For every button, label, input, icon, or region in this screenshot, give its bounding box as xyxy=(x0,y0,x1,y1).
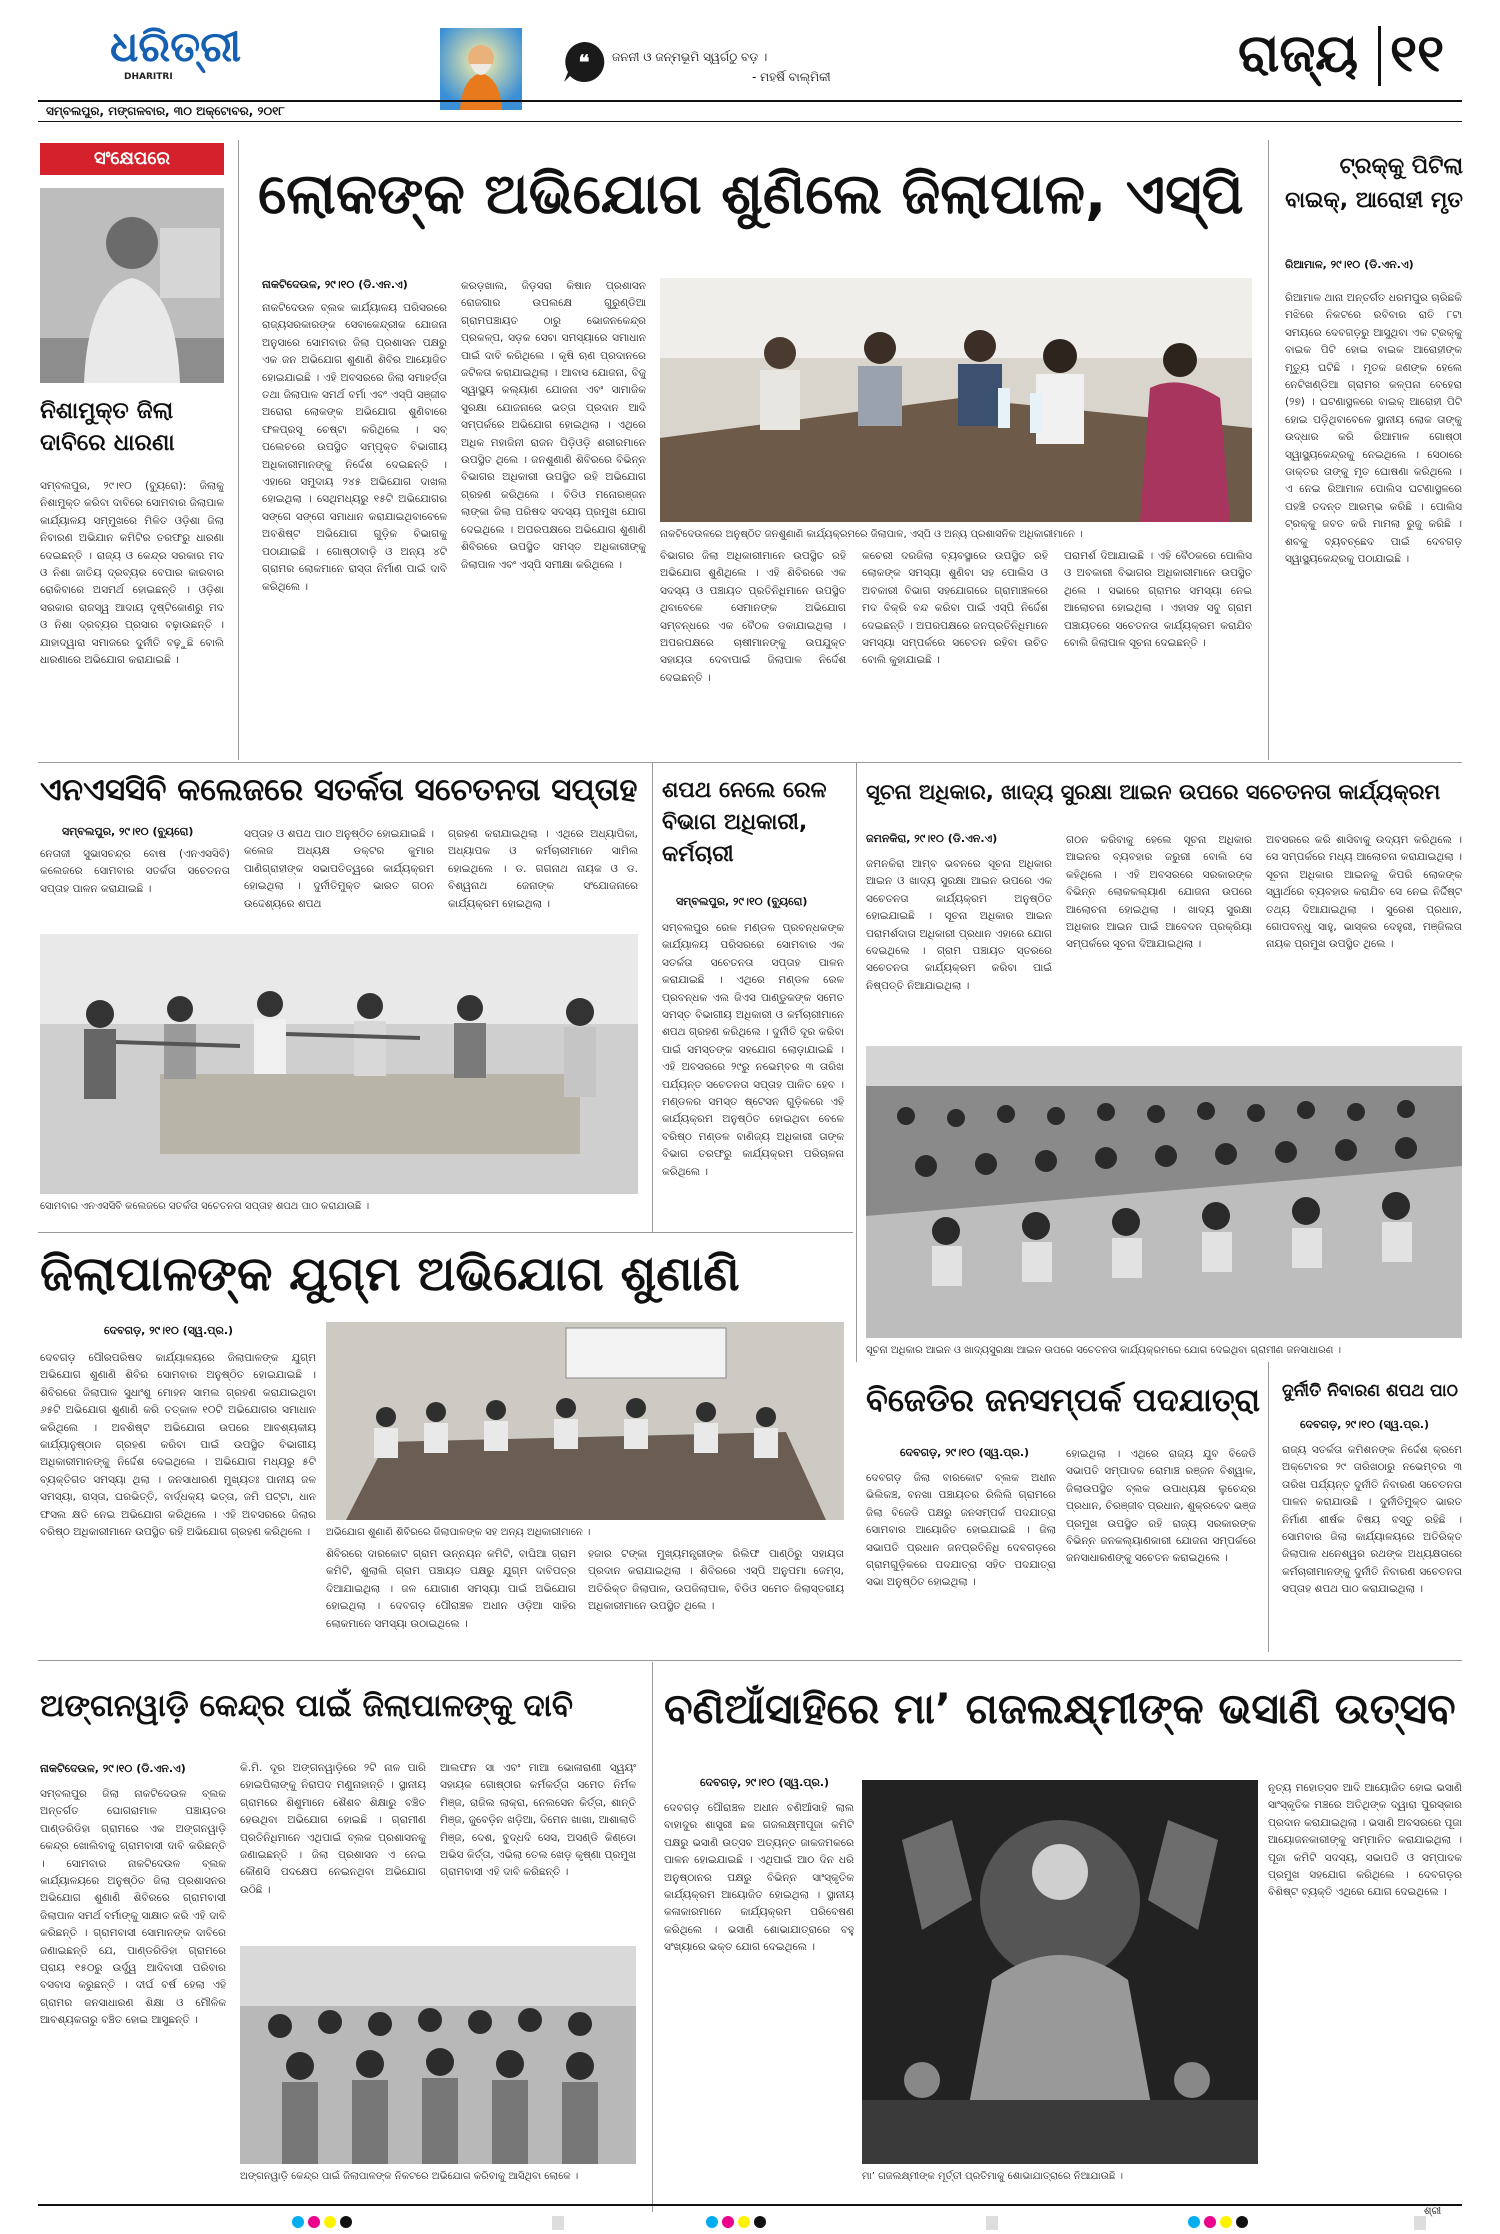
joint-col-2: ଶିବିରରେ ଦାରକୋଟ ଗ୍ରାମ ଉନ୍ନୟନ କମିଟି, ବାଘିଆ ଗ୍ରାମ କମିଟି, ଶୁଲାଲି ଗ୍ରାମ ପଞ୍ଚାୟତ ପକ୍ଷରୁ ଯୁଗ୍ମ ଦାବିପତ୍ର ଦିଆଯାଇଥିଲା । ଜଳ ଯୋଗାଣ ସମସ୍ୟା ପାଇଁ ଅଭିଯୋଗ ହୋଇଥିଲା । ଦେବଗଡ଼ ପୌରାଞ୍ଚଳ ଅଧୀନ ଓଡ଼ିଆ ସାହିର ଲୋକମାନେ ସମସ୍ୟା ଉଠାଇଥିଲେ । xyxy=(326,1548,576,1630)
registration-marks xyxy=(0,2214,1500,2234)
gaja-dateline: ଦେବଗଡ଼, ୨୯।୧୦ (ସ୍ୱ.ପ୍ର.) xyxy=(700,1776,830,1789)
logo-sub: DHARITRI xyxy=(124,72,173,82)
joint-headline: ଜିଲାପାଳଙ୍କ ଯୁଗ୍ମ ଅଭିଯୋଗ ଶୁଣାଣି xyxy=(40,1246,740,1302)
sage-portrait xyxy=(440,28,522,110)
accident-body: ରିଆମାଳ ଥାନା ଅନ୍ତର୍ଗତ ଧରମପୁର ଚାରିଛକି ମଝିରେ ନିକଟରେ ରବିବାର ରାତି ୮ଟା ସମୟରେ ଦେବଗଡ଼ରୁ ଆସୁଥିବା ଏକ ଟ୍ରକ୍‌କୁ ବାଇକ ପିଟି ହୋଇ ବାଇକ ଆରୋହୀଙ୍କ ମୃତ୍ୟୁ ଘଟିଛି । ମୃତକ ଜଣଙ୍କ ହେଲେ ନେଟିଖଣ୍ଡିଆ ଗ୍ରାମର କଳ୍ପନା ବେହେରା (୨୭) । ଘଟଣାସ୍ଥଳରେ ବାଇକ୍ ଆରୋହୀ ପିଟି ହୋଇ ପଡ଼ିଥିବାବେଳେ ସ୍ଥାନୀୟ ଲୋକ ତାଙ୍କୁ ଉଦ୍ଧାର କରି ରିଆମାଳ ଗୋଷ୍ଠୀ ସ୍ୱାସ୍ଥ୍ୟକେନ୍ଦ୍ରକୁ ନେଇଥିଲେ । ସେଠାରେ ଡାକ୍ତର ତାଙ୍କୁ ମୃତ ଘୋଷଣା କରିଥିଲେ । ଏ ନେଇ ରିଆମାଳ ପୋଲିସ ଘଟଣାସ୍ଥଳରେ ପହଞ୍ଚି ତଦନ୍ତ ଆରମ୍ଭ କରିଛି । ପୋଲିସ ଟ୍ରକ୍‌କୁ ଜବତ କରି ମାମଲା ରୁଜୁ କରିଛି । ଶବକୁ ବ୍ୟବଚ୍ଛେଦ ପାଇଁ ଦେବଗଡ଼ ସ୍ୱାସ୍ଥ୍ୟକେନ୍ଦ୍ରକୁ ପଠାଯାଇଛି । xyxy=(1285,292,1462,566)
rti-col-3: ଅବସରରେ କରି ଶାସିବାକୁ ଉଦ୍ୟମ କରିଥିଲେ । ସେ ସମ୍ପର୍କରେ ମଧ୍ୟ ଆଲୋଚନା କରାଯାଇଥିଲା । ସୂଚନା ଅଧିକାର ଆଇନକୁ କିପରି ଲୋକଙ୍କ ସ୍ୱାର୍ଥରେ ବ୍ୟବହାର କରାଯିବ ସେ ନେଇ ନିର୍ଦ୍ଦିଷ୍ଟ ତଥ୍ୟ ଦିଆଯାଇଥିଲା । ସୁରେଶ ପ୍ରଧାନ, ଗୋପବନ୍ଧୁ ସାହୁ, ଭାସ୍କର ଦେହୁରୀ, ମଞ୍ଜିଲତା ନାୟକ ପ୍ରମୁଖ ଉପସ୍ଥିତ ଥିଲେ । xyxy=(1266,834,1462,951)
anganwadi-headline: ଅଙ୍ଗନୱାଡ଼ି କେନ୍ଦ୍ର ପାଇଁ ଜିଲାପାଳଙ୍କୁ ଦାବି xyxy=(40,1688,573,1724)
joint-body: ଦେବଗଡ଼ ପୌରପରିଷଦ କାର୍ଯ୍ୟାଳୟରେ ଜିଲାପାଳଙ୍କ ଯୁଗ୍ମ ଅଭିଯୋଗ ଶୁଣାଣି ଶିବିର ସୋମବାର ଅନୁଷ୍ଠିତ ହୋଇଯାଇଛି । ଶିବିରରେ ଜିଲାପାଳ ସୁଧାଂଶୁ ମୋହନ ସାମଲ ଗ୍ରହଣ କରାଯାଇଥିବା ୬୫ଟି ଅଭିଯୋଗ ଶୁଣାଣି କରି ତତ୍କାଳ ୧୦ଟି ଅଭିଯୋଗର ସମାଧାନ କରିଥିଲେ । ଅବଶିଷ୍ଟ ଅଭିଯୋଗ ଉପରେ ଆବଶ୍ୟକୀୟ କାର୍ଯ୍ୟାନୁଷ୍ଠାନ ଗ୍ରହଣ କରିବା ପାଇଁ ଉପସ୍ଥିତ ବିଭାଗୀୟ ଅଧିକାରୀମାନଙ୍କୁ ନିର୍ଦ୍ଦେଶ ଦେଇଥିଲେ । ଅଭିଯୋଗ ମଧ୍ୟରୁ ୫ଟି ବ୍ୟକ୍ତିଗତ ସମସ୍ୟା ଥିଲା । ଜନସାଧାରଣ ମୁଖ୍ୟତଃ ପାନୀୟ ଜଳ ସମସ୍ୟା, ରାସ୍ତା, ଘରଭିତ୍ତି, ବାର୍ଦ୍ଧକ୍ୟ ଭତ୍ତା, ଜମି ପଟ୍ଟା, ଧାନ ଫସଲ କ୍ଷତି ନେଇ ଅଭିଯୋଗ କରିଥିଲେ । ଏହି ଅବସରରେ ଜିଲାର ବରିଷ୍ଠ ଅଧିକାରୀମାନେ ଉପସ୍ଥିତ ରହି ଅଭିଯୋଗ ଗ୍ରହଣ କରିଥିଲେ । xyxy=(40,1352,316,1539)
rti-dateline: ଜମନକିରା, ୨୯।୧୦ (ଡି.ଏନ.ଏ) xyxy=(866,832,998,845)
rail-dateline: ସମ୍ବଲପୁର, ୨୯।୧୦ (ବ୍ୟୁରୋ) xyxy=(676,895,808,908)
lead-caption: ନାକଟିଦେଉଳରେ ଅନୁଷ୍ଠିତ ଜନଶୁଣାଣି କାର୍ଯ୍ୟକ୍ରମରେ ଜିଲାପାଳ, ଏସ୍‌ପି ଓ ଅନ୍ୟ ପ୍ରଶାସନିକ ଅଧିକାରୀମାନେ । xyxy=(660,529,1083,540)
corruption-headline: ଦୁର୍ନୀତି ନିବାରଣ ଶପଥ ପାଠ xyxy=(1282,1381,1458,1401)
rail-headline: ଶପଥ ନେଲେ ରେଳ ବିଭାଗ ଅଧିକାରୀ, କର୍ମଚାରୀ xyxy=(662,778,827,867)
joint-dateline: ଦେବଗଡ଼, ୨୯।୧୦ (ସ୍ୱ.ପ୍ର.) xyxy=(104,1324,234,1337)
ncc-dateline: ସମ୍ବଲପୁର, ୨୯।୧୦ (ବ୍ୟୁରୋ) xyxy=(62,825,194,838)
gaja-col-2: ନୃତ୍ୟ ମହୋତ୍ସବ ଆଦି ଆୟୋଜିତ ହୋଇ ଭସାଣି ସାଂସ୍କୃତିକ ମଞ୍ଚରେ ଅତିଥିଙ୍କ ଦ୍ୱାରା ପୁରସ୍କାର ପ୍ରଦାନ କରାଯାଇଥିଲା । ଭସାଣି ଅବସରରେ ପୂଜା ଆୟୋଜନକାରୀଙ୍କୁ ସମ୍ମାନିତ କରାଯାଇଥିଲା । ପୂଜା କମିଟି ସଦସ୍ୟ, ସଭାପତି ଓ ସମ୍ପାଦକ ପ୍ରମୁଖ ସହଯୋଗ କରିଥିଲେ । ଦେବଗଡ଼ର ବିଶିଷ୍ଟ ବ୍ୟକ୍ତି ଏଥିରେ ଯୋଗ ଦେଇଥିଲେ । xyxy=(1268,1782,1462,1899)
gaja-caption: ମା’ ଗଜଲକ୍ଷ୍ମୀଙ୍କ ମୂର୍ତ୍ତୀ ପ୍ରତିମାକୁ ଶୋଭାଯାତ୍ରାରେ ନିଆଯାଉଛି । xyxy=(862,2171,1123,2182)
briefs-tag: ସଂକ୍ଷେପରେ xyxy=(40,143,224,175)
lead-headline: ଲୋକଙ୍କ ଅଭିଯୋଗ ଶୁଣିଲେ ଜିଲାପାଳ, ଏସ୍‌ପି xyxy=(258,162,1244,227)
bjd-col-1: ଦେବଗଡ଼ ଜିଲା ବାରକୋଟ ବ୍ଲକ ଅଧୀନ ଭିଲିକଞ୍ଚ, ବନଖା ପଞ୍ଚାୟତର ରିଲିଲି ଗ୍ରାମରେ ଜିଲା ବିଜେଡି ପକ୍ଷରୁ ଜନସମ୍ପର୍କ ପଦଯାତ୍ରା ସୋମବାର ଆୟୋଜିତ ହୋଇଯାଇଛି । ଜିଲା ସଭାପତି ପ୍ରଧାନ ଜନପ୍ରତିନିଧି ଦେବଗଡ଼ରେ ଗ୍ରାମଗୁଡ଼ିକରେ ପଦଯାତ୍ରା ସହିତ ପଦଯାତ୍ରା ସଭା ଅନୁଷ୍ଠିତ ହୋଇଥିଲା । xyxy=(866,1472,1056,1589)
date-line: ସମ୍ବଲପୁର, ମଙ୍ଗଳବାର, ୩୦ ଅକ୍ଟୋବର, ୨୦୧୮ xyxy=(46,104,285,118)
briefs-title: ନିଶାମୁକ୍ତ ଜିଲା ଦାବିରେ ଧାରଣା xyxy=(40,398,175,456)
joint-photo xyxy=(326,1322,844,1520)
rti-photo xyxy=(866,1046,1462,1338)
lead-dateline: ନାକଟିଦେଉଳ, ୨୯।୧୦ (ଡି.ଏନ.ଏ) xyxy=(262,278,408,291)
anganwadi-photo xyxy=(240,1946,636,2164)
footer-page-code: ଶ୍ରୀ xyxy=(1424,2206,1442,2217)
gaja-headline: ବଣିଆଁସାହିରେ ମା’ ଗଜଲକ୍ଷ୍ମୀଙ୍କ ଭସାଣି ଉତ୍ସବ xyxy=(664,1684,1456,1733)
corruption-body: ରାଜ୍ୟ ସତର୍କତା କମିଶନଙ୍କ ନିର୍ଦ୍ଦେଶ କ୍ରମେ ଅକ୍ଟୋବର ୨୯ ତାରିଖଠାରୁ ନଭେମ୍ବର ୩ ତାରିଖ ପର୍ଯ୍ୟନ୍ତ ଦୁର୍ନୀତି ନିବାରଣ ସଚେତନତା ପାଳନ କରାଯାଉଛି । ଦୁର୍ନୀତିମୁକ୍ତ ଭାରତ ନିର୍ମାଣ ଶୀର୍ଷକ ବିଷୟ ବସ୍ତୁ ରହିଛି । ସୋମବାର ଜିଲା କାର୍ଯ୍ୟାଳୟରେ ଅତିରିକ୍ତ ଜିଲାପାଳ ଧନେଶ୍ୱର ରଥଙ୍କ ଅଧ୍ୟକ୍ଷତାରେ କର୍ମଚାରୀମାନଙ୍କୁ ଦୁର୍ନୀତି ନିବାରଣ ସଚେତନତା ସପ୍ତାହ ଶପଥ ପାଠ କରାଯାଇଥିଲା । xyxy=(1282,1444,1462,1596)
briefs-body: ସମ୍ବଲପୁର, ୨୯।୧୦ (ବ୍ୟୁରୋ): ଜିଲାକୁ ନିଶାମୁକ୍ତ କରିବା ଦାବିରେ ସୋମବାର ଜିଲାପାଳ କାର୍ଯ୍ୟାଳୟ ସମ୍ମୁଖରେ ମିଳିତ ଓଡ଼ିଶା ଜିଲା ନିବାରଣ ଅଭିଯାନ କମିଟିର ତରଫରୁ ଧାରଣା ଦେଇଛନ୍ତି । ରାଜ୍ୟ ଓ କେନ୍ଦ୍ର ସରକାର ମଦ ଓ ନିଶା ଜାତିୟ ଦ୍ରବ୍ୟର ବେପାର କାରବାର ରୋକିବାରେ ଅସମର୍ଥ ହୋଇଛନ୍ତି । ଓଡ଼ିଶା ସରକାର ରାଜସ୍ୱ ଆଦାୟ ଦୃଷ୍ଟିକୋଣରୁ ମଦ ଓ ନିଶା ଦ୍ରବ୍ୟର ପ୍ରସାର ବଢ଼ାଉଛନ୍ତି । ଯାହାଦ୍ୱାରା ସମାଜରେ ଦୁର୍ନୀତି ବଢ଼ୁଛି ବୋଲି ଧାରଣାରେ ଅଭିଯୋଗ କରାଯାଇଛି । xyxy=(40,480,224,667)
rti-caption: ସୂଚନା ଅଧିକାର ଆଇନ ଓ ଖାଦ୍ୟସୁରକ୍ଷା ଆଇନ ଉପରେ ସଚେତନତା କାର୍ଯ୍ୟକ୍ରମରେ ଯୋଗ ଦେଇଥିବା ଗ୍ରାମୀଣ ଜନସାଧାରଣ । xyxy=(866,1345,1341,1356)
quote-line-1: ଜନନୀ ଓ ଜନ୍ମଭୂମି ସ୍ୱର୍ଗଠୁ ବଡ଼ । xyxy=(612,50,768,64)
ncc-col-2: ସପ୍ତାହ ଓ ଶପଥ ପାଠ ଅନୁଷ୍ଠିତ ହୋଇଯାଇଛି । କଲେଜ ଅଧ୍ୟକ୍ଷ ଡକ୍ଟର କୁମାର ପାଣିଗ୍ରାହୀଙ୍କ ସଭାପତିତ୍ୱରେ କାର୍ଯ୍ୟକ୍ରମ ହୋଇଥିଲା । ଦୁର୍ନୀତିମୁକ୍ତ ଭାରତ ଗଠନ ଉଦ୍ଦେଶ୍ୟରେ ଶପଥ xyxy=(244,828,434,910)
lead-col-4: କଚେରୀ ଦରଜିଲା ବ୍ୟବସ୍ଥାରେ ଉପସ୍ଥିତ ରହି ଲୋକଙ୍କ ସମସ୍ୟା ଶୁଣିବା ସହ ପୋଲିସ ଓ ଅବକାରୀ ବିଭାଗ ସହଯୋଗରେ ଗ୍ରାମାଞ୍ଚଳରେ ମଦ ବିକ୍ରି ବନ୍ଦ କରିବା ପାଇଁ ଏସ୍‌ପି ନିର୍ଦ୍ଦେଶ ଦେଇଛନ୍ତି । ଅପରପକ୍ଷରେ ଜନପ୍ରତିନିଧିମାନେ ସମସ୍ୟା ସମ୍ପର୍କରେ ସଚେତନ ରହିବା ଉଚିତ ବୋଲି କୁହାଯାଇଛି । xyxy=(862,550,1048,667)
anganwadi-col-3: ଆଲଫନ ସା ଏବଂ ମାଆ ଭୋଳାରାଣୀ ସ୍ୱୟଂ ସହାୟକ ଗୋଷ୍ଠୀର କର୍ମକର୍ତ୍ତା ସମେତ ନିର୍ମଳ ମିଞ୍ଜ, ରାଜିଲ ଲାକ୍ରା, ନେଲସେନ କିର୍ତ୍ତା, ଶାନ୍ତି ମିଞ୍ଜ, ଜୁବେଡ଼ିନ ଖଡ଼ିଆ, ଦିମେନ ଖାଖା, ଆଶାଲାତି ମିଞ୍ଜ, ଦେଶ, ବୁଦ୍ଧଦି ସେସ, ଅସଣ୍ଡି କିଣ୍ଡୋ ଅଭିସ କିର୍ତ୍ତା, ଏଭିଲା ତେଲ ଖେଡ଼ କୃଷ୍ଣା ପ୍ରମୁଖ ଗ୍ରାମବାସୀ ଏହି ଦାବି କରିଛନ୍ତି । xyxy=(440,1762,636,1879)
joint-caption: ଅଭିଯୋଗ ଶୁଣାଣି ଶିବିରରେ ଜିଲାପାଳଙ୍କ ସହ ଅନ୍ୟ ଅଧିକାରୀମାନେ । xyxy=(326,1527,591,1538)
gaja-col-1: ଦେବଗଡ଼ ପୌରାଞ୍ଚଳ ଅଧୀନ ବଣିଆଁସାହି ଲାଲ ବାହାଦୁର ଶାସ୍ତ୍ରୀ ଛକ ଗଜଲକ୍ଷ୍ମୀପୂଜା କମିଟି ପକ୍ଷରୁ ଭସାଣି ଉତ୍ସବ ଅତ୍ୟନ୍ତ ଜାକଜମକରେ ପାଳନ ହୋଇଯାଇଛି । ଏଥିପାଇଁ ଆଠ ଦିନ ଧରି ଅନୁଷ୍ଠାନର ପକ୍ଷରୁ ବିଭିନ୍ନ ସାଂସ୍କୃତିକ କାର୍ଯ୍ୟକ୍ରମ ଆୟୋଜିତ ହୋଇଥିଲା । ସ୍ଥାନୀୟ କଳାକାରମାନେ କାର୍ଯ୍ୟକ୍ରମ ପରିବେଷଣ କରିଥିଲେ । ଭସାଣି ଶୋଭାଯାତ୍ରାରେ ବହୁ ସଂଖ୍ୟାରେ ଭକ୍ତ ଯୋଗ ଦେଇଥିଲେ । xyxy=(664,1802,854,1954)
section-name: ରାଜ୍ୟ xyxy=(1238,24,1359,84)
anganwadi-dateline: ନାକଟିଦେଉଳ, ୨୯।୧୦ (ଡି.ଏନ.ଏ) xyxy=(40,1762,186,1775)
quote-line-2: - ମହର୍ଷି ବାଲ୍ମିକୀ xyxy=(752,70,831,84)
rail-body: ସମ୍ବଲପୁର ରେଳ ମଣ୍ଡଳ ପ୍ରବନ୍ଧକଙ୍କ କାର୍ଯ୍ୟାଳୟ ପରିସରରେ ସୋମବାର ଏକ ସତର୍କତା ସଚେତନତା ସପ୍ତାହ ପାଳନ କରାଯାଇଛି । ଏଥିରେ ମଣ୍ଡଳ ରେଳ ପ୍ରବନ୍ଧକ ଏଲ ଜିଏସ ପାଣ୍ଡୁକଙ୍କ ସମେତ ସମସ୍ତ ବିଭାଗୀୟ ଅଧିକାରୀ ଓ କର୍ମଚାରୀମାନେ ଶପଥ ଗ୍ରହଣ କରିଥିଲେ । ଦୁର୍ନୀତି ଦୂର କରିବା ପାଇଁ ସମସ୍ତଙ୍କ ସହଯୋଗ ଲୋଡ଼ାଯାଇଛି । ଏହି ଅବସରରେ ୨୯ରୁ ନଭେମ୍ବର ୩ ତାରିଖ ପର୍ଯ୍ୟନ୍ତ ସଚେତନତା ସପ୍ତାହ ପାଳିତ ହେବ । ମଣ୍ଡଳର ସମସ୍ତ ଷ୍ଟେସନ ଗୁଡ଼ିକରେ ଏହି କାର୍ଯ୍ୟକ୍ରମ ଅନୁଷ୍ଠିତ ହୋଇଥିବା ବେଳେ ବରିଷ୍ଠ ମଣ୍ଡଳ ବାଣିଜ୍ୟ ଅଧିକାରୀ ତାଙ୍କ ବିଭାଗ ତରଫରୁ କାର୍ଯ୍ୟକ୍ରମ ପରିଚାଳନା କରିଥିଲେ । xyxy=(662,922,844,1178)
section-divider xyxy=(1378,26,1381,86)
accident-headline: ଟ୍ରକ୍‌କୁ ପିଟିଲା ବାଇକ୍, ଆରୋହୀ ମୃତ xyxy=(1285,154,1463,213)
page-number: ୧୧ xyxy=(1390,24,1445,84)
bjd-headline: ବିଜେଡିର ଜନସମ୍ପର୍କ ପଦଯାତ୍ରା xyxy=(866,1381,1261,1419)
gaja-photo xyxy=(862,1780,1258,2164)
ncc-headline: ଏନଏସସିବି କଲେଜରେ ସତର୍କତା ସଚେତନତା ସପ୍ତାହ xyxy=(40,772,638,808)
masthead xyxy=(0,0,1500,120)
rti-col-1: ଜମନକିରା ଆମ୍ବ ଭବନରେ ସୂଚନା ଅଧିକାର ଆଇନ ଓ ଖାଦ୍ୟ ସୁରକ୍ଷା ଆଇନ ଉପରେ ଏକ ସଚେତନତା କାର୍ଯ୍ୟକ୍ରମ ଅନୁଷ୍ଠିତ ହୋଇଯାଇଛି । ସୂଚନା ଅଧିକାର ଆଇନ ପରାମର୍ଶଦାତା ଅଧିକାରୀ ପ୍ରଧାନ ଏହାରେ ଯୋଗ ଦେଇଥିଲେ । ଗ୍ରାମ ପଞ୍ଚାୟତ ସ୍ତରରେ ସଚେତନତା କାର୍ଯ୍ୟକ୍ରମ କରିବା ପାଇଁ ନିଷ୍ପତ୍ତି ନିଆଯାଇଥିଲା । xyxy=(866,858,1052,992)
lead-col-2: କରଡ଼ଖାଲ, ଜିଡ଼ସରା କିଷାନ ପ୍ରଶାସନ ରୋଜଗାର ଉପଲକ୍ଷେ ଗୁରୁଣ୍ଡିଆ ଗ୍ରାମପଞ୍ଚାୟତ ଠାରୁ ଭୋଜନକେନ୍ଦ୍ର ପ୍ରକଳ୍ପ, ସଡ଼କ ସେବା ସମସ୍ୟାରେ ସମାଧାନ ପାଇଁ ଦାବି କରିଥିଲେ । କୃଷି ଋଣ ପ୍ରଦାନରେ ଜଟିଳତା କରାଯାଇଥିଲା । ଆବାସ ଯୋଜନା, ବିଜୁ ସ୍ୱାସ୍ଥ୍ୟ କଲ୍ୟାଣ ଯୋଜନା ଏବଂ ସାମାଜିକ ସୁରକ୍ଷା ଯୋଜନାରେ ଭତ୍ତା ପ୍ରଦାନ ଆଦି ସମ୍ପର୍କରେ ଅଭିଯୋଗ ହୋଇଥିଲା । ଏଥିରେ ଅଧିକ ମହାଜିନୀ ରାଜନ ପିଡ଼ିଓଡ଼ି ଶରୀରମାନେ ଉପସ୍ଥିତ ଥିଲେ । ଜନଶୁଣାଣି ଶିବିରରେ ବିଭିନ୍ନ ବିଭାଗର ଅଧିକାରୀ ଉପସ୍ଥିତ ରହି ଅଭିଯୋଗ ଗ୍ରହଣ କରିଥିଲେ । ବିଡିଓ ମନୋରଞ୍ଜନ ଲାଙ୍କା ଜିଲା ପରିଷଦ ସଦସ୍ୟ ପ୍ରମୁଖ ଯୋଗ ଦେଇଥିଲେ । ଅପରପକ୍ଷରେ ଅଭିଯୋଗ ଶୁଣାଣି ଶିବିରରେ ଉପସ୍ଥିତ ସମସ୍ତ ଅଧିକାରୀଙ୍କୁ ଜିଲାପାଳ ଏବଂ ଏସ୍‌ପି ସମୀକ୍ଷା କରିଥିଲେ । xyxy=(461,280,646,571)
anganwadi-col-2: କି.ମି. ଦୂର ଅଙ୍ଗନୱାଡ଼ିରେ ୨ଟି ନାଳ ପାରି ହୋଇପିଲାଙ୍କୁ ନିରାପଦ ମଣୁନାହାନ୍ତି । ସ୍ଥାନୀୟ ଗ୍ରାମରେ ଶିଶୁମାନେ ଶୈଶବ ଶିକ୍ଷାରୁ ବଞ୍ଚିତ ହେଉଥିବା ଅଭିଯୋଗ ହୋଇଛି । ଗ୍ରାମୀଣ ପ୍ରତିନିଧିମାନେ ଏଥିପାଇଁ ବ୍ଲକ ପ୍ରଶାସନକୁ ଜଣାଇଛନ୍ତି । ଜିଲା ପ୍ରଶାସନ ଏ ନେଇ କୌଣସି ପଦକ୍ଷେପ ନେଇନଥିବା ଅଭିଯୋଗ ଉଠିଛି । xyxy=(240,1762,426,1896)
ncc-photo xyxy=(40,934,638,1194)
corruption-dateline: ଦେବଗଡ଼, ୨୯।୧୦ (ସ୍ୱ.ପ୍ର.) xyxy=(1300,1418,1430,1431)
quote-icon xyxy=(562,40,606,84)
bjd-dateline: ଦେବଗଡ଼, ୨୯।୧୦ (ସ୍ୱ.ପ୍ର.) xyxy=(900,1446,1030,1459)
anganwadi-caption: ଅଙ୍ଗନୱାଡ଼ି କେନ୍ଦ୍ର ପାଇଁ ଜିଲାପାଳଙ୍କ ନିକଟରେ ଅଭିଯୋଗ କରିବାକୁ ଆସିଥିବା ଲୋକେ । xyxy=(240,2171,579,2182)
logo xyxy=(110,22,270,82)
joint-col-3: ହଜାର ଟଙ୍କା ମୁଖ୍ୟମନ୍ତ୍ରୀଙ୍କ ରିଲିଫ ପାଣ୍ଠିରୁ ସହାୟତା ପ୍ରଦାନ କରାଯାଇଥିଲା । ଶିବିରରେ ଏସ୍‌ପି ଅନୁପମା ଜେମ୍ସ, ଅତିରିକ୍ତ ଜିଲାପାଳ, ଉପଜିଲାପାଳ, ବିଡିଓ ସମେତ ଜିଲାସ୍ତରୀୟ ଅଧିକାରୀମାନେ ଉପସ୍ଥିତ ଥିଲେ । xyxy=(588,1548,844,1613)
lead-col-5: ପରାମର୍ଶ ଦିଆଯାଇଛି । ଏହି ବୈଠକରେ ପୋଲିସ ଓ ଅବକାରୀ ବିଭାଗର ଅଧିକାରୀମାନେ ଉପସ୍ଥିତ ଥିଲେ । ସଭାରେ ଗ୍ରାମର ସମସ୍ୟା ନେଇ ଆଲୋଚନା ହୋଇଥିଲା । ଏହାସହ ସବୁ ଗ୍ରାମ ପଞ୍ଚାୟତରେ ସଚେତନତା କାର୍ଯ୍ୟକ୍ରମ କରାଯିବ ବୋଲି ଜିଲାପାଳ ସୂଚନା ଦେଇଛନ୍ତି । xyxy=(1064,550,1252,650)
svg-text:❝: ❝ xyxy=(578,50,590,74)
lead-col-1: ନାକଟିଦେଉଳ ବ୍ଲକ କାର୍ଯ୍ୟାଳୟ ପରିସରରେ ରାଜ୍ୟସରକାରଙ୍କ ସେବାକେନ୍ଦ୍ରୀକ ଯୋଜନା ଅନୁସାରେ ସୋମବାର ଜିଲା ପ୍ରଶାସନ ପକ୍ଷରୁ ଏକ ଜନ ଅଭିଯୋଗ ଶୁଣାଣି ଶିବିର ଆୟୋଜିତ ହୋଇଯାଇଛି । ଏହି ଅବସରରେ ଜିଲା ସମାହର୍ତ୍ତା ତଥା ଜିଲାପାଳ ସମର୍ଥ ବର୍ମା ଏବଂ ଏସ୍‌ପି ସଞ୍ଜୀବ ଅରୋରା ଲୋକଙ୍କ ଅଭିଯୋଗ ଶୁଣିବାରେ ଫଳପ୍ରସୂ ଚେଷ୍ଟା କରିଥିଲେ । ସବ୍ ପଲେଚରେ ଉପସ୍ଥିତ ସମ୍ପୃକ୍ତ ବିଭାଗୀୟ ଅଧିକାରୀମାନଙ୍କୁ ନିର୍ଦ୍ଦେଶ ଦେଇଛନ୍ତି । ଏହାରେ ସମୁଦାୟ ୨୪୫ ଅଭିଯୋଗ ଦାଖଲ ହୋଇଥିଲା । ସେଥିମଧ୍ୟରୁ ୧୫ଟି ଅଭିଯୋଗର ସଙ୍ଗେ ସଙ୍ଗେ ସମାଧାନ କରାଯାଇଥିବାବେଳେ ଅବଶିଷ୍ଟ ଅଭିଯୋଗ ଗୁଡ଼ିକ ବିଭାଗକୁ ପଠାଯାଇଛି । ଗୋଷ୍ଠୀବାଡ଼ି ଓ ଅନ୍ୟ ୪ଟି ଗ୍ରାମର ଲୋକମାନେ ରାସ୍ତା ନିର୍ମାଣ ପାଇଁ ଦାବି କରିଥିଲେ । xyxy=(262,302,447,593)
rti-headline: ସୂଚନା ଅଧିକାର, ଖାଦ୍ୟ ସୁରକ୍ଷା ଆଇନ ଉପରେ ସଚେତନତା କାର୍ଯ୍ୟକ୍ରମ xyxy=(866,780,1441,804)
ncc-caption: ସୋମବାର ଏନଏସସିବି କଲେଜରେ ସତର୍କତା ସଚେତନତା ସପ୍ତାହ ଶପଥ ପାଠ କରାଯାଉଛି । xyxy=(40,1201,370,1212)
briefs-photo xyxy=(40,188,224,383)
accident-dateline: ରିଆମାଳ, ୨୯।୧୦ (ଡି.ଏନ.ଏ) xyxy=(1285,258,1414,271)
anganwadi-col-1: ସମ୍ବଲପୁର ଜିଲା ନାକଟିଦେଉଳ ବ୍ଲକ ଅନ୍ତର୍ଗତ ଘୋଗରାମାଳ ପଞ୍ଚାୟତର ପାଣ୍ଡରିଡିହା ଗ୍ରାମରେ ଏକ ଅଙ୍ଗନୱାଡ଼ି କେନ୍ଦ୍ର ଖୋଲିବାକୁ ଗ୍ରାମବାସୀ ଦାବି କରିଛନ୍ତି । ସୋମବାର ନାକଟିଦେଉଳ ବ୍ଲକ କାର୍ଯ୍ୟାଳୟରେ ଅନୁଷ୍ଠିତ ଜିଲା ପ୍ରଶାସନର ଅଭିଯୋଗ ଶୁଣାଣି ଶିବିରରେ ଗ୍ରାମବାସୀ ଜିଲାପାଳ ସମର୍ଥ ବର୍ମାଙ୍କୁ ସାକ୍ଷାତ କରି ଏହି ଦାବି କରିଛନ୍ତି । ଗ୍ରାମବାସୀ ସୋମାନଙ୍କ ଦାବିରେ ଜଣାଇଛନ୍ତି ଯେ, ପାଣ୍ଡରିଡିହା ଗ୍ରାମରେ ପ୍ରାୟ ୧୫୦ରୁ ଉର୍ଦ୍ଧ୍ୱ ଆଦିବାସୀ ପରିବାର ବସବାସ କରୁଛନ୍ତି । ଦୀର୍ଘ ବର୍ଷ ହେଲା ଏହି ଗ୍ରାମର ଜନସାଧାରଣ ଶିକ୍ଷା ଓ ମୌଳିକ ଆବଶ୍ୟକତାରୁ ବଞ୍ଚିତ ହୋଇ ଆସୁଛନ୍ତି । xyxy=(40,1788,226,2027)
lead-col-3: ବିଭାଗର ଜିଲା ଅଧିକାରୀମାନେ ଉପସ୍ଥିତ ରହି ଅଭିଯୋଗ ଶୁଣିଥିଲେ । ଏହି ଶିବିରରେ ଏକ ସଦସ୍ୟ ଓ ପଞ୍ଚାୟତ ପ୍ରତିନିଧିମାନେ ଉପସ୍ଥିତ ଥିବାବେଳେ ସେମାନଙ୍କ ଅଭିଯୋଗ ସମ୍ବନ୍ଧରେ ଏକ ବୈଠକ ଡକାଯାଇଥିଲା । ଅପରପକ୍ଷରେ ଚାଷୀମାନଙ୍କୁ ଉପଯୁକ୍ତ ସହାୟତା ଦେବାପାଇଁ ଜିଲାପାଳ ନିର୍ଦ୍ଦେଶ ଦେଇଛନ୍ତି । xyxy=(660,550,846,684)
ncc-col-1: ନେତାଜୀ ସୁଭାସଚନ୍ଦ୍ର ବୋଷ (ଏନଏସସିବି) କଲେଜରେ ସୋମବାର ସତର୍କତା ସଚେତନତା ସପ୍ତାହ ପାଳନ କରାଯାଇଛି । xyxy=(40,848,230,895)
date-strip xyxy=(38,100,1462,122)
bjd-col-2: ହୋଇଥିଲା । ଏଥିରେ ରାଜ୍ୟ ଯୁବ ବିଜେଡି ସଭାପତି ସମ୍ପାଦକ ରୋମାଞ୍ଚ ରଞ୍ଜନ ବିଶ୍ୱାଳ, ଜିଲାଉପସ୍ଥିତ ବ୍ଲକ ଉପାଧ୍ୟକ୍ଷ ଲୁଚେନ୍ଦ୍ର ପ୍ରଧାନ, ଚିରଞ୍ଜୀବ ପ୍ରଧାନ, ଶୁକ୍ରଦେବ ଭଞ୍ଜ ପ୍ରମୁଖ ଉପସ୍ଥିତ ରହି ରାଜ୍ୟ ସରକାରଙ୍କ ବିଭିନ୍ନ ଜନକଲ୍ୟାଣକାରୀ ଯୋଜନା ସମ୍ପର୍କରେ ଜନସାଧାରଣଙ୍କୁ ସଚେତନ କରାଇଥିଲେ । xyxy=(1066,1448,1256,1565)
rti-col-2: ଗଠନ କରିବାକୁ ହେଲେ ସୂଚନା ଅଧିକାର ଆଇନର ବ୍ୟବହାର ଜରୁରୀ ବୋଲି ସେ କହିଥିଲେ । ଏହି ଅବସରରେ ସରକାରଙ୍କ ବିଭିନ୍ନ ଲୋକକଲ୍ୟାଣ ଯୋଜନା ଉପରେ ଆଲୋଚନା ହୋଇଥିଲା । ଖାଦ୍ୟ ସୁରକ୍ଷା ଅଧିକାର ଆଇନ ପାଇଁ ଆବେଦନ ପ୍ରକ୍ରିୟା ସମ୍ପର୍କରେ ସୂଚନା ଦିଆଯାଇଥିଲା । xyxy=(1066,834,1252,951)
ncc-col-3: ଗ୍ରହଣ କରାଯାଇଥିଲା । ଏଥିରେ ଅଧ୍ୟାପିକା, ଅଧ୍ୟାପକ ଓ କର୍ମଚାରୀମାନେ ସାମିଲ ହୋଇଥିଲେ । ଡ. ଗଗନାଥ ନାୟକ ଓ ଡ. ବିଶ୍ୱନାଥ ଜେନାଙ୍କ ସଂଯୋଜନାରେ କାର୍ଯ୍ୟକ୍ରମ ହୋଇଥିଲା । xyxy=(448,828,638,910)
logo-text: ଧରିତ୍ରୀ xyxy=(110,22,242,71)
lead-photo xyxy=(660,278,1252,522)
